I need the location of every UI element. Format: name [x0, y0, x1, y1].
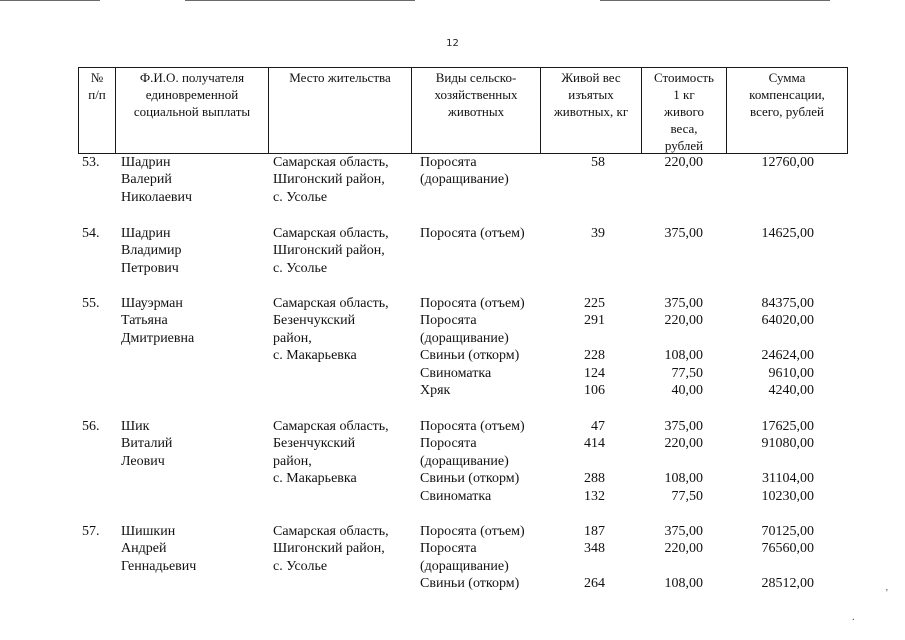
header-price: Стоимость 1 кг живого веса, рублей: [641, 68, 726, 153]
livestock-line: [0, 330, 905, 347]
livestock-line: [0, 365, 905, 382]
header-weight: Живой вес изъятых животных, кг: [540, 68, 641, 153]
price-per-kg: 375,00: [664, 296, 703, 311]
live-weight: 132: [584, 488, 605, 504]
row-number: 54.: [82, 226, 100, 241]
recipient-name: Шадрин Владимир Петрович: [121, 226, 182, 276]
live-weight: 348: [584, 541, 605, 557]
table-row: [0, 523, 905, 603]
animal-type: Свиньи (откорм): [420, 348, 520, 364]
price-per-kg: 77,50: [671, 488, 703, 504]
price-per-kg: 220,00: [664, 541, 703, 557]
table-row: [0, 225, 905, 295]
compensation-total: 91080,00: [761, 436, 814, 452]
animal-type: (доращивание): [420, 453, 509, 469]
recipient-name: Шауэрман Татьяна Дмитриевна: [121, 296, 195, 346]
price-per-kg: 375,00: [664, 524, 703, 539]
residence: Самарская область, Безенчукский район, с. Макарьевка: [273, 419, 389, 487]
live-weight: 288: [584, 471, 605, 487]
recipient-name: Шик Виталий Леович: [121, 419, 173, 469]
live-weight: 291: [584, 313, 605, 329]
price-per-kg: 375,00: [664, 419, 703, 434]
price-per-kg: 220,00: [664, 155, 703, 170]
header-name: Ф.И.О. получателя единовременной социальной выплаты: [115, 68, 268, 153]
animal-type: Хряк: [420, 382, 451, 398]
live-weight: 58: [591, 155, 605, 170]
animal-type: Поросята: [420, 541, 477, 557]
live-weight: 187: [584, 524, 605, 539]
livestock-line: [0, 575, 905, 592]
header-num: № п/п: [88, 70, 106, 102]
livestock-line: [0, 488, 905, 505]
livestock-line: [0, 382, 905, 399]
price-per-kg: 108,00: [664, 576, 703, 592]
compensation-total: 4240,00: [768, 382, 814, 398]
live-weight: 264: [584, 576, 605, 592]
livestock-line: [0, 418, 905, 435]
price-per-kg: 108,00: [664, 471, 703, 487]
live-weight: 39: [591, 226, 605, 241]
live-weight: 124: [584, 365, 605, 381]
livestock-line: [0, 347, 905, 364]
animal-type: Свиноматка: [420, 488, 492, 504]
animal-type: Свиньи (откорм): [420, 471, 520, 487]
livestock-line: [0, 470, 905, 487]
scan-edge-line: [185, 0, 415, 1]
scan-speck: .: [852, 612, 855, 623]
scan-speck: ': [886, 588, 888, 599]
price-per-kg: 375,00: [664, 226, 703, 241]
animal-type: Поросята (отъем): [420, 524, 525, 539]
compensation-total: 14625,00: [761, 226, 814, 241]
price-per-kg: 40,00: [671, 382, 703, 398]
compensation-total: 31104,00: [762, 471, 814, 487]
compensation-total: 17625,00: [761, 419, 814, 434]
animal-type: Поросята: [420, 313, 477, 329]
animal-type: (доращивание): [420, 330, 509, 346]
row-number: 56.: [82, 419, 100, 434]
live-weight: 228: [584, 348, 605, 364]
livestock-line: [0, 558, 905, 575]
row-number: 57.: [82, 524, 100, 539]
page-number: 12: [446, 38, 459, 49]
livestock-line: [0, 225, 905, 242]
compensation-total: 84375,00: [761, 296, 814, 311]
table-header: [78, 67, 848, 154]
livestock-line: [0, 312, 905, 329]
price-per-kg: 220,00: [664, 436, 703, 452]
row-number: 53.: [82, 155, 100, 170]
price-per-kg: 108,00: [664, 348, 703, 364]
animal-type: Поросята: [420, 155, 477, 170]
livestock-line: [0, 523, 905, 540]
livestock-line: [0, 453, 905, 470]
compensation-total: 28512,00: [761, 576, 814, 592]
compensation-total: 70125,00: [761, 524, 814, 539]
scan-edge-line: [0, 0, 100, 1]
animal-type: Поросята (отъем): [420, 226, 525, 241]
livestock-line: [0, 295, 905, 312]
header-animal: Виды сельско- хозяйственных животных: [411, 68, 540, 153]
table-row: [0, 418, 905, 523]
compensation-total: 76560,00: [761, 541, 814, 557]
compensation-total: 10230,00: [761, 488, 814, 504]
animal-type: Поросята: [420, 436, 477, 452]
header-place: Место жительства: [268, 68, 411, 153]
row-number: 55.: [82, 296, 100, 311]
price-per-kg: 220,00: [664, 313, 703, 329]
table-row: [0, 295, 905, 418]
live-weight: 225: [584, 296, 605, 311]
livestock-line: [0, 435, 905, 452]
animal-type: (доращивание): [420, 172, 509, 188]
table-row: [0, 154, 905, 225]
live-weight: 106: [584, 382, 605, 398]
livestock-line: [0, 154, 905, 171]
price-per-kg: 77,50: [671, 365, 703, 381]
compensation-total: 9610,00: [768, 365, 814, 381]
recipient-name: Шишкин Андрей Геннадьевич: [121, 524, 197, 574]
residence: Самарская область, Шигонский район, с. Усолье: [273, 155, 389, 205]
livestock-line: [0, 171, 905, 188]
animal-type: (доращивание): [420, 558, 509, 574]
animal-type: Свиноматка: [420, 365, 492, 381]
compensation-total: 64020,00: [761, 313, 814, 329]
live-weight: 414: [584, 436, 605, 452]
residence: Самарская область, Шигонский район, с. Усолье: [273, 226, 389, 276]
compensation-total: 12760,00: [761, 155, 814, 170]
recipient-name: Шадрин Валерий Николаевич: [121, 155, 193, 205]
compensation-total: 24624,00: [761, 348, 814, 364]
residence: Самарская область, Безенчукский район, с. Макарьевка: [273, 296, 389, 364]
table-body: [0, 154, 905, 603]
livestock-line: [0, 540, 905, 557]
live-weight: 47: [591, 419, 605, 434]
header-total: Сумма компенсации, всего, рублей: [726, 68, 847, 153]
scan-edge-line: [600, 0, 830, 1]
animal-type: Поросята (отъем): [420, 296, 525, 311]
residence: Самарская область, Шигонский район, с. Усолье: [273, 524, 389, 574]
animal-type: Поросята (отъем): [420, 419, 525, 434]
animal-type: Свиньи (откорм): [420, 576, 520, 592]
